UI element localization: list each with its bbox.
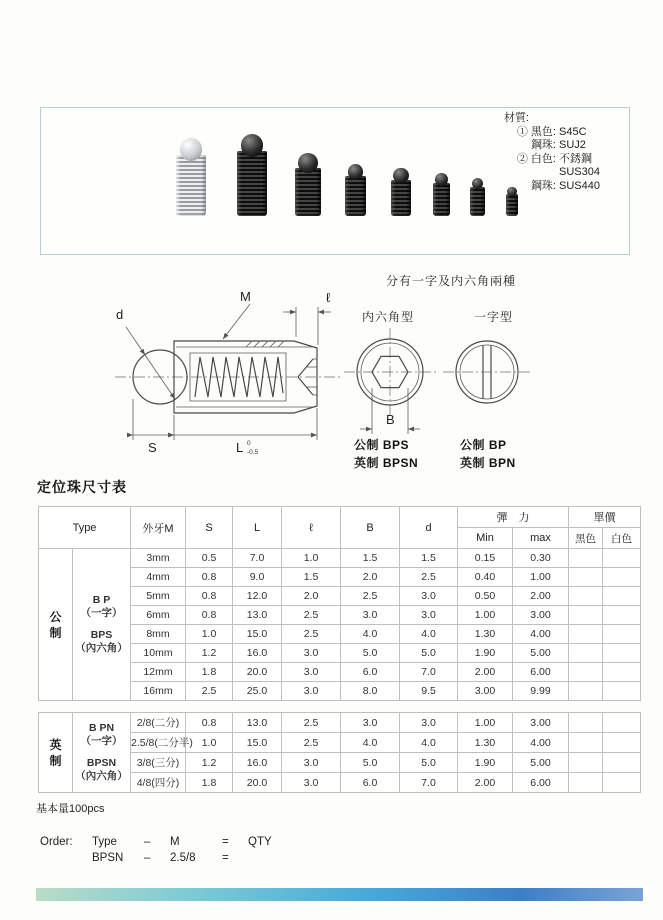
value-cell: 2.5	[282, 713, 341, 733]
table-body-1	[39, 713, 641, 793]
size-cell: 2/8(二分)	[131, 713, 186, 733]
value-cell: 3.0	[282, 663, 341, 682]
base-quantity-note: 基本量100pcs	[36, 803, 105, 815]
variant-note: 分有一字及内六角兩種	[386, 274, 517, 288]
value-cell: 1.5	[282, 568, 341, 587]
price-cell	[569, 549, 603, 568]
value-cell: 4.0	[341, 733, 400, 753]
plunger-photo	[470, 178, 485, 216]
order-col: =	[222, 852, 229, 864]
hex-view-title: 内六角型	[362, 310, 415, 324]
value-cell: 0.8	[186, 713, 233, 733]
order-col: Type	[92, 836, 117, 848]
plunger-photo	[391, 168, 411, 216]
value-cell: 4.0	[400, 733, 458, 753]
value-cell: 4.0	[400, 625, 458, 644]
value-cell: 15.0	[233, 733, 282, 753]
value-cell: 16.0	[233, 644, 282, 663]
order-cols-2	[92, 852, 248, 864]
table-header-row	[39, 507, 641, 528]
plunger-thread-body	[506, 194, 518, 216]
group-cell: 公 制	[39, 549, 73, 701]
dim-label-B: B	[386, 412, 395, 427]
cross-section-diagram	[100, 287, 350, 462]
value-cell: 6.00	[513, 773, 569, 793]
material-text	[504, 166, 556, 180]
value-cell: 3.0	[400, 606, 458, 625]
value-cell: 3.0	[282, 682, 341, 701]
price-cell	[569, 606, 603, 625]
price-cell	[569, 587, 603, 606]
order-col: 2.5/8	[170, 852, 196, 864]
size-cell: 8mm	[131, 625, 186, 644]
material-text: SUS304	[559, 166, 600, 178]
value-cell: 1.00	[458, 606, 513, 625]
value-cell: 6.0	[341, 773, 400, 793]
value-cell: 1.2	[186, 644, 233, 663]
hex-view-imperial: 英制 BPSN	[354, 456, 419, 470]
type-cell: B P （一字） BPS （內六角）	[73, 549, 131, 701]
value-cell: 2.00	[458, 663, 513, 682]
header-price: 單價	[569, 507, 641, 528]
size-cell: 5mm	[131, 587, 186, 606]
value-cell: 1.0	[282, 549, 341, 568]
order-col: –	[144, 852, 151, 864]
value-cell: 2.00	[513, 587, 569, 606]
price-cell	[603, 753, 641, 773]
product-photo-frame	[40, 107, 630, 255]
hex-socket-view	[340, 326, 440, 444]
value-cell: 1.00	[513, 568, 569, 587]
material-text: 不銹鋼	[559, 152, 592, 165]
value-cell: 25.0	[233, 682, 282, 701]
table-body-0	[39, 549, 641, 701]
value-cell: 1.5	[400, 549, 458, 568]
value-cell: 7.0	[400, 663, 458, 682]
hex-view-metric: 公制 BPS	[354, 438, 410, 452]
plunger-photo	[176, 138, 206, 216]
footer-gradient-bar	[36, 888, 643, 901]
material-text: SUS440	[559, 179, 600, 192]
value-cell: 5.00	[513, 753, 569, 773]
dim-label-L: L	[236, 440, 244, 455]
order-cols-1	[92, 836, 288, 848]
plunger-photo	[433, 173, 450, 216]
value-cell: 1.00	[458, 713, 513, 733]
material-text: 鋼珠:	[530, 139, 556, 151]
value-cell: 5.0	[341, 753, 400, 773]
slot-view	[437, 328, 537, 446]
value-cell: 1.8	[186, 663, 233, 682]
order-col: BPSN	[92, 852, 124, 864]
price-cell	[603, 713, 641, 733]
size-cell: 10mm	[131, 644, 186, 663]
size-cell: 2.5/8(二分半)	[131, 733, 186, 753]
value-cell: 3.00	[513, 606, 569, 625]
value-cell: 1.30	[458, 625, 513, 644]
value-cell: 1.8	[186, 773, 233, 793]
size-cell: 16mm	[131, 682, 186, 701]
plunger-photo	[237, 134, 267, 216]
header-force-max: max	[513, 528, 569, 549]
size-cell: 4/8(四分)	[131, 773, 186, 793]
value-cell: 9.5	[400, 682, 458, 701]
size-cell: 4mm	[131, 568, 186, 587]
value-cell: 16.0	[233, 753, 282, 773]
price-cell	[569, 682, 603, 701]
hex-view-caption	[354, 436, 418, 472]
header-force: 彈 力	[458, 507, 569, 528]
order-line-2	[40, 850, 288, 866]
dimension-table-metric	[38, 506, 641, 701]
price-cell	[569, 644, 603, 663]
value-cell: 6.00	[513, 663, 569, 682]
dim-label-l: ℓ	[326, 290, 331, 305]
value-cell: 6.0	[341, 663, 400, 682]
header-l: ℓ	[282, 507, 341, 549]
price-cell	[569, 753, 603, 773]
plunger-photo	[295, 153, 321, 216]
price-cell	[569, 568, 603, 587]
value-cell: 4.0	[341, 625, 400, 644]
value-cell: 1.30	[458, 733, 513, 753]
dim-label-S: S	[148, 440, 157, 455]
value-cell: 0.8	[186, 568, 233, 587]
value-cell: 3.0	[282, 644, 341, 663]
value-cell: 3.0	[400, 587, 458, 606]
value-cell: 2.5	[282, 625, 341, 644]
order-col: QTY	[248, 836, 272, 848]
material-title: 材質:	[504, 112, 530, 124]
price-cell	[603, 773, 641, 793]
value-cell: 1.5	[341, 549, 400, 568]
value-cell: 8.0	[341, 682, 400, 701]
dimension-table-imperial	[38, 712, 641, 793]
material-text: S45C	[559, 125, 587, 138]
dim-label-M: M	[240, 289, 251, 304]
size-cell: 6mm	[131, 606, 186, 625]
value-cell: 7.0	[400, 773, 458, 793]
value-cell: 9.99	[513, 682, 569, 701]
value-cell: 2.0	[341, 568, 400, 587]
order-col: –	[144, 836, 151, 848]
material-spec	[504, 112, 626, 193]
value-cell: 1.0	[186, 625, 233, 644]
value-cell: 4.00	[513, 733, 569, 753]
size-cell: 12mm	[131, 663, 186, 682]
plunger-photo	[345, 164, 366, 216]
order-label: Order:	[40, 836, 73, 848]
plunger-ball	[298, 153, 318, 173]
table-row	[39, 549, 641, 568]
value-cell: 3.0	[341, 606, 400, 625]
value-cell: 0.50	[458, 587, 513, 606]
value-cell: 0.40	[458, 568, 513, 587]
slot-view-imperial: 英制 BPN	[460, 456, 516, 470]
slot-view-title: 一字型	[474, 310, 514, 324]
header-B: B	[341, 507, 400, 549]
price-cell	[603, 644, 641, 663]
value-cell: 12.0	[233, 587, 282, 606]
value-cell: 2.0	[282, 587, 341, 606]
table-title: 定位珠尺寸表	[37, 479, 127, 495]
value-cell: 0.5	[186, 549, 233, 568]
value-cell: 4.00	[513, 625, 569, 644]
plunger-thread-body	[176, 155, 206, 216]
table-row	[39, 713, 641, 733]
value-cell: 0.15	[458, 549, 513, 568]
plunger-thread-body	[433, 183, 450, 216]
order-format	[40, 834, 288, 866]
plunger-thread-body	[237, 151, 267, 216]
value-cell: 3.00	[513, 713, 569, 733]
slot-view-metric: 公制 BP	[460, 438, 507, 452]
value-cell: 2.5	[400, 568, 458, 587]
plunger-photo	[506, 187, 518, 216]
header-force-min: Min	[458, 528, 513, 549]
value-cell: 2.5	[186, 682, 233, 701]
plunger-thread-body	[470, 187, 485, 216]
size-cell: 3/8(三分)	[131, 753, 186, 773]
value-cell: 0.8	[186, 587, 233, 606]
order-col: =	[222, 836, 229, 848]
group-cell: 英 制	[39, 713, 73, 793]
value-cell: 3.0	[282, 753, 341, 773]
header-price-white: 白色	[603, 528, 641, 549]
plunger-ball	[393, 168, 408, 183]
value-cell: 0.8	[186, 606, 233, 625]
order-col: M	[170, 836, 180, 848]
price-cell	[603, 587, 641, 606]
value-cell: 3.0	[282, 773, 341, 793]
value-cell: 9.0	[233, 568, 282, 587]
order-line-1	[40, 834, 288, 850]
value-cell: 2.5	[341, 587, 400, 606]
size-cell: 3mm	[131, 549, 186, 568]
value-cell: 5.0	[400, 644, 458, 663]
value-cell: 5.00	[513, 644, 569, 663]
material-text: ② 白色:	[516, 152, 556, 165]
dim-label-L-tol-bot: -0.5	[247, 449, 259, 456]
value-cell: 13.0	[233, 606, 282, 625]
price-cell	[603, 663, 641, 682]
header-type: Type	[39, 507, 131, 549]
value-cell: 20.0	[233, 663, 282, 682]
value-cell: 15.0	[233, 625, 282, 644]
material-text: 鋼珠:	[530, 179, 556, 192]
value-cell: 2.00	[458, 773, 513, 793]
plunger-ball	[435, 173, 448, 186]
header-s: S	[186, 507, 233, 549]
plunger-ball	[507, 187, 516, 196]
price-cell	[569, 773, 603, 793]
dim-label-d: d	[116, 307, 124, 322]
header-price-black: 黑色	[569, 528, 603, 549]
type-cell: B PN （一字） BPSN （內六角）	[73, 713, 131, 793]
header-thread: 外牙M	[131, 507, 186, 549]
header-d: d	[400, 507, 458, 549]
value-cell: 2.5	[282, 733, 341, 753]
plunger-thread-body	[295, 168, 321, 216]
price-cell	[603, 682, 641, 701]
value-cell: 0.30	[513, 549, 569, 568]
plunger-thread-body	[391, 180, 411, 216]
price-cell	[603, 625, 641, 644]
plunger-ball	[180, 138, 203, 161]
value-cell: 3.0	[400, 713, 458, 733]
value-cell: 3.0	[341, 713, 400, 733]
material-text: SUJ2	[559, 139, 586, 151]
price-cell	[603, 568, 641, 587]
value-cell: 1.90	[458, 753, 513, 773]
price-cell	[569, 625, 603, 644]
plunger-thread-body	[345, 176, 366, 216]
value-cell: 13.0	[233, 713, 282, 733]
price-cell	[603, 606, 641, 625]
price-cell	[603, 733, 641, 753]
header-L: L	[233, 507, 282, 549]
value-cell: 7.0	[233, 549, 282, 568]
slot-view-caption	[460, 436, 516, 472]
value-cell: 1.90	[458, 644, 513, 663]
price-cell	[603, 549, 641, 568]
value-cell: 20.0	[233, 773, 282, 793]
value-cell: 5.0	[341, 644, 400, 663]
value-cell: 1.0	[186, 733, 233, 753]
price-cell	[569, 733, 603, 753]
price-cell	[569, 713, 603, 733]
value-cell: 3.00	[458, 682, 513, 701]
dim-label-L-tol-top: 0	[247, 440, 251, 447]
plunger-ball	[241, 134, 264, 157]
material-text: ① 黑色:	[516, 125, 556, 138]
price-cell	[569, 663, 603, 682]
value-cell: 5.0	[400, 753, 458, 773]
value-cell: 1.2	[186, 753, 233, 773]
value-cell: 2.5	[282, 606, 341, 625]
